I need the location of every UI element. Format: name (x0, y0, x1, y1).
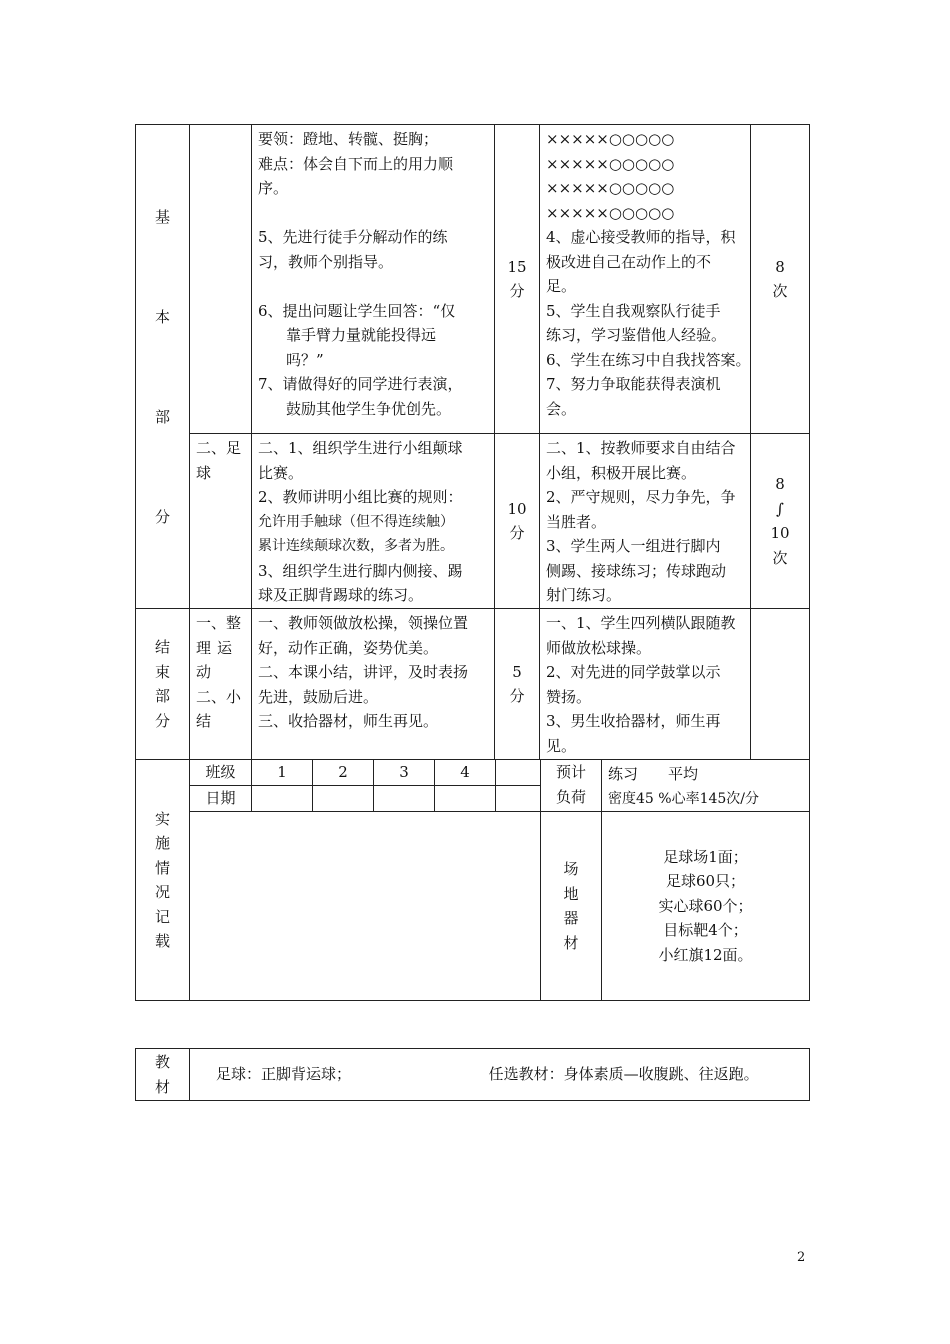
row2-student-line: 当胜者。 (546, 512, 607, 531)
optional-materials: 任选教材：身体素质—收腹跳、往返跑。 (488, 1065, 759, 1084)
date-cell (435, 786, 496, 812)
class-label: 班级 (190, 760, 252, 786)
venue-item: 足球60只； (665, 872, 746, 891)
row3-label-cell (190, 609, 252, 760)
load-label-cell (541, 760, 602, 812)
materials-label-line: 材 (154, 1077, 170, 1096)
row2-count-cell (751, 434, 810, 609)
implementation-section-label: 实施情况记载 (154, 809, 170, 950)
row3-content-line: 好，动作正确，姿势优美。 (258, 638, 439, 657)
formation-line: ×××××○○○○○ (546, 179, 675, 197)
formation-line: ×××××○○○○○ (546, 203, 675, 222)
class-number: 3 (374, 760, 435, 786)
row1-student-line: 4、虚心接受教师的指导，积 (546, 228, 736, 246)
row2-count-unit: 次 (772, 548, 788, 567)
date-cell (374, 786, 435, 812)
row2-student-cell (540, 434, 751, 609)
class-number: 1 (252, 760, 313, 786)
row1-time: 15分 (507, 257, 527, 300)
venue-label: 场地器材 (563, 860, 579, 952)
load-label-line: 预计 (555, 763, 586, 781)
load-value-line: 练习 平均 (608, 765, 699, 783)
date-cell (496, 786, 541, 812)
row1-content-line: 习，教师个别指导。 (258, 252, 394, 271)
class-number: 2 (313, 760, 374, 786)
date-cell (313, 786, 374, 812)
load-value-cell (602, 760, 810, 812)
class-empty-cell (496, 760, 541, 786)
row1-student-line: 足。 (546, 277, 577, 295)
row3-content-line: 三、收拾器材，师生再见。 (258, 712, 439, 730)
date-label: 日期 (190, 786, 252, 812)
row1-student-line: 5、学生自我观察队行徒手 (546, 301, 721, 320)
row2-content-line: 二、1、组织学生进行小组颠球 (258, 439, 463, 457)
section-end-cell (136, 609, 190, 760)
row1-student-line: 7、努力争取能获得表演机 (546, 375, 721, 393)
row1-content-line: 难点：体会自下而上的用力顺 (258, 154, 454, 173)
row2-content-line: 比赛。 (258, 463, 304, 482)
row2-content-line: 允许用手触球（但不得连续触） (258, 513, 454, 530)
materials-label-cell (136, 1049, 190, 1101)
row1-content-line: 序。 (258, 179, 289, 197)
row1-label-cell (190, 125, 252, 434)
row3-student-line: 赞扬。 (546, 687, 592, 706)
section-basic-label: 基本部分 (154, 207, 170, 526)
venue-item: 实心球60个； (658, 896, 753, 915)
venue-item: 小红旗12面。 (658, 945, 753, 964)
row1-time-cell (495, 125, 540, 434)
row2-content-cell (252, 434, 495, 609)
row3-label-line: 一、整 (196, 614, 242, 632)
row1-student-line: 会。 (546, 399, 577, 418)
section-basic-cell (136, 125, 190, 609)
row3-student-cell (540, 609, 751, 760)
row3-content-cell (252, 609, 495, 760)
class-number: 4 (435, 760, 496, 786)
row1-student-line: 6、学生在练习中自我找答案。 (546, 350, 751, 369)
venue-item: 足球场1面； (663, 847, 748, 866)
row3-label-line: 结 (196, 712, 212, 730)
row2-student-line: 侧踢、接球练习；传球跑动 (546, 561, 727, 580)
row3-student-line: 一、1、学生四列横队跟随教 (546, 614, 736, 632)
row1-count: 8次 (772, 257, 788, 300)
row3-content-line: 先进，鼓励后进。 (258, 687, 379, 706)
row1-count-cell (751, 125, 810, 434)
row2-time-cell (495, 434, 540, 609)
row3-label-line: 理运 (196, 638, 239, 657)
materials-content: 足球：正脚背运球； (216, 1065, 352, 1084)
row2-student-line: 射门练习。 (546, 586, 622, 604)
row1-content-cell (252, 125, 495, 434)
lesson-plan-table (135, 124, 810, 760)
materials-content-cell (190, 1049, 810, 1101)
row1-content-line: 靠手臂力量就能投得远 (286, 326, 437, 344)
row3-count-cell (751, 609, 810, 760)
row2-student-line: 2、严守规则，尽力争先，争 (546, 488, 736, 506)
row1-student-line: 练习，学习鉴借他人经验。 (546, 326, 727, 344)
row2-count-range: ∫ (776, 499, 784, 518)
load-value-line: 密度45 %心率145次/分 (608, 790, 760, 807)
row3-time: 5分 (509, 662, 525, 705)
row1-spacer (258, 201, 489, 226)
row1-student-cell (540, 125, 751, 434)
row1-content-line: 鼓励其他学生争优创先。 (286, 399, 452, 418)
row3-content-line: 一、教师领做放松操，领操位置 (258, 614, 469, 632)
row3-content-line: 二、本课小结，讲评，及时表扬 (258, 663, 469, 681)
venue-label-cell (541, 812, 602, 1001)
row3-label-line: 动 (196, 663, 212, 681)
implementation-table (135, 759, 810, 1001)
formation-line: ×××××○○○○○ (546, 154, 675, 173)
row1-content-line: 5、先进行徒手分解动作的练 (258, 228, 448, 246)
row2-count-top: 8 (775, 475, 785, 493)
record-area (190, 812, 541, 1001)
row2-content-line: 3、组织学生进行脚内侧接、踢 (258, 561, 463, 580)
row3-student-line: 师做放松球操。 (546, 638, 652, 657)
row1-content-line: 7、请做得好的同学进行表演， (258, 375, 463, 393)
row1-content-line: 吗？” (286, 350, 324, 369)
section-end-label: 结束部分 (154, 638, 170, 730)
row1-spacer (258, 274, 489, 299)
row1-content-line: 要领：蹬地、转髋、挺胸； (258, 130, 439, 148)
row2-count-num: 10 (770, 524, 790, 542)
row2-student-line: 二、1、按教师要求自由结合 (546, 439, 736, 457)
row1-student-line: 极改进自己在动作上的不 (546, 252, 712, 271)
row3-student-line: 3、男生收拾器材，师生再 (546, 712, 721, 730)
row2-student-line: 3、学生两人一组进行脚内 (546, 537, 721, 555)
implementation-section-cell (136, 760, 190, 1001)
row2-time: 10分 (507, 499, 527, 542)
row2-label-cell (190, 434, 252, 609)
date-cell (252, 786, 313, 812)
venue-items-cell (602, 812, 810, 1001)
venue-item: 目标靶4个； (663, 921, 748, 940)
row2-content-line: 2、教师讲明小组比赛的规则： (258, 488, 463, 506)
row3-student-line: 见。 (546, 736, 577, 755)
load-label-line: 负荷 (555, 787, 586, 806)
row3-label-line: 二、小 (196, 687, 242, 706)
row2-student-line: 小组，积极开展比赛。 (546, 463, 697, 482)
row3-student-line: 2、对先进的同学鼓掌以示 (546, 663, 721, 681)
formation-line: ×××××○○○○○ (546, 130, 675, 148)
row1-content-line: 6、提出问题让学生回答：“仅 (258, 301, 456, 320)
materials-label-line: 教 (154, 1053, 170, 1071)
page-number: 2 (797, 1250, 806, 1265)
row2-content-line: 累计连续颠球次数，多者为胜。 (258, 538, 454, 554)
materials-table (135, 1048, 810, 1101)
row2-content-line: 球及正脚背踢球的练习。 (258, 586, 424, 604)
row2-label: 二、足球 (196, 439, 242, 482)
row3-time-cell (495, 609, 540, 760)
